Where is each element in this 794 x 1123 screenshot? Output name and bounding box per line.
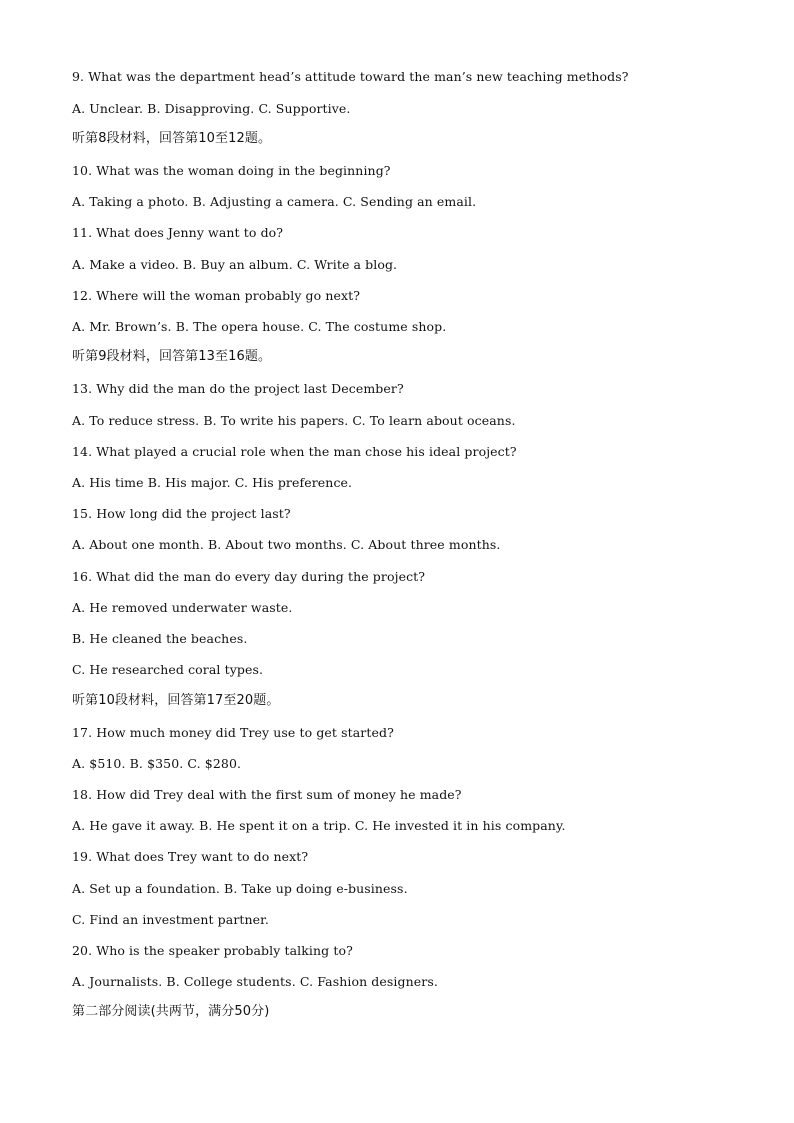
question-12: 12. Where will the woman probably go next? [72,288,361,303]
question-19-option-c: C. Find an investment partner. [72,912,269,927]
section-heading-8: 听第8段材料，回答第10至12题。 [72,131,272,146]
question-20: 20. Who is the speaker probably talking to? [72,943,353,958]
question-16-option-b: B. He cleaned the beaches. [72,631,248,646]
question-15-options: A. About one month. B. About two months. C. About three months. [72,537,501,552]
question-19-options-ab: A. Set up a foundation. B. Take up doing e-business. [72,881,408,896]
question-16-option-c: C. He researched coral types. [72,662,264,677]
section-heading-9: 听第9段材料，回答第13至16题。 [72,349,272,364]
question-14-options: A. His time B. His major. C. His preference. [72,475,353,490]
question-18: 18. How did Trey deal with the first sum of money he made? [72,787,462,802]
question-15: 15. How long did the project last? [72,506,291,521]
question-11-options: A. Make a video. B. Buy an album. C. Write a blog. [72,257,398,272]
question-13-options: A. To reduce stress. B. To write his papers. C. To learn about oceans. [72,413,516,428]
question-20-options: A. Journalists. B. College students. C. Fashion designers. [72,974,438,989]
question-17: 17. How much money did Trey use to get started? [72,725,394,740]
question-10: 10. What was the woman doing in the beginning? [72,163,391,178]
question-18-options: A. He gave it away. B. He spent it on a trip. C. He invested it in his company. [72,818,566,833]
question-17-options: A. $510. B. $350. C. $280. [72,756,242,771]
question-14: 14. What played a crucial role when the man chose his ideal project? [72,444,517,459]
question-9-options: A. Unclear. B. Disapproving. C. Supportive. [72,101,351,116]
question-13: 13. Why did the man do the project last December? [72,381,404,396]
question-16: 16. What did the man do every day during the project? [72,569,426,584]
question-9: 9. What was the department head’s attitude toward the man’s new teaching methods? [72,69,629,84]
part-two-heading: 第二部分阅读(共两节，满分50分) [72,1004,270,1019]
question-11: 11. What does Jenny want to do? [72,225,284,240]
question-16-option-a: A. He removed underwater waste. [72,600,293,615]
section-heading-10: 听第10段材料，回答第17至20题。 [72,693,280,708]
question-12-options: A. Mr. Brown’s. B. The opera house. C. The costume shop. [72,319,447,334]
question-10-options: A. Taking a photo. B. Adjusting a camera. C. Sending an email. [72,194,477,209]
question-19: 19. What does Trey want to do next? [72,849,309,864]
